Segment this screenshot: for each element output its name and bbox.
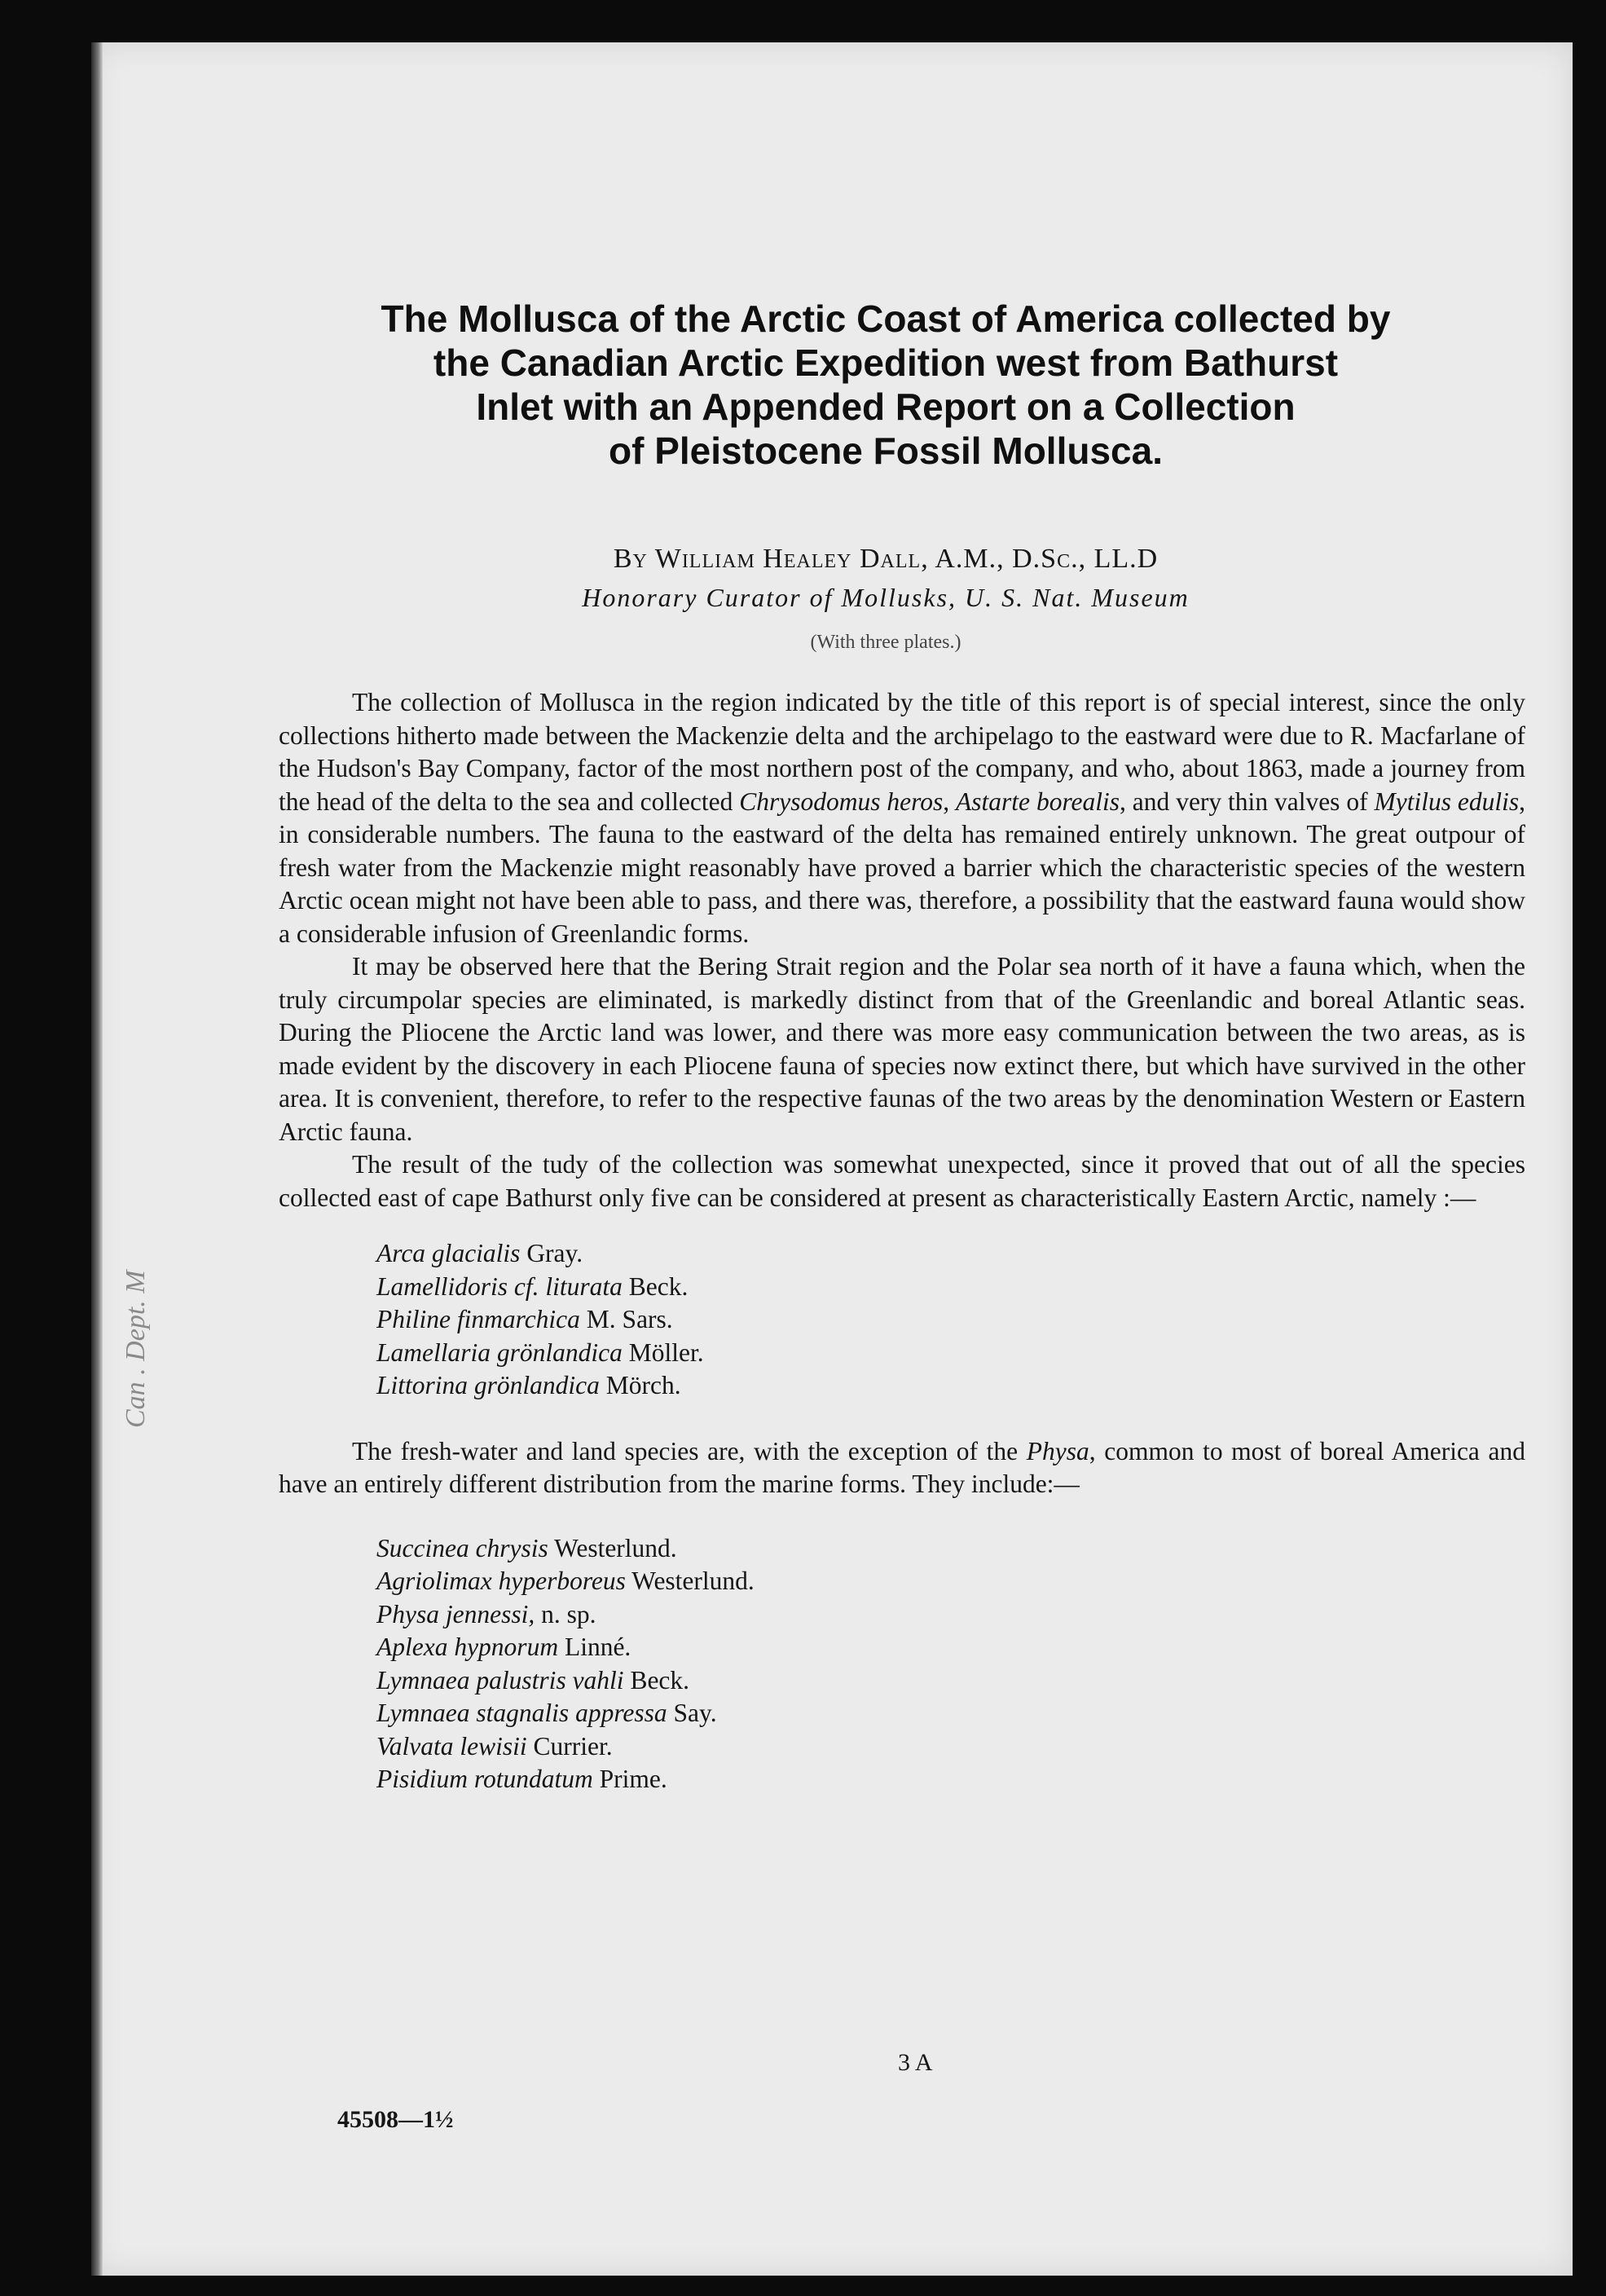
species-author: Prime. [599,1765,667,1793]
species-author: Linné. [564,1633,631,1661]
document-page [91,42,1573,2276]
author-line: By William Healey Dall, A.M., D.Sc., LL.D [613,544,1159,574]
text-run: , [943,787,957,816]
list-item [376,1532,1525,1566]
list-item [376,1337,1525,1370]
species-name: Physa jennessi, [376,1599,535,1628]
species-name: Lamellaria grönlandica [376,1337,623,1367]
species-name: Chrysodomus heros [739,787,944,816]
species-name: Philine finmarchica [376,1305,580,1333]
species-name: Aplexa hypnorum [376,1633,559,1661]
list-item [376,1271,1525,1304]
species-author: Currier. [533,1731,613,1761]
freshwater-species-list [376,1532,1525,1796]
species-name: Valvata lewisii [376,1731,527,1761]
list-item [376,1697,1525,1730]
title-line: the Canadian Arctic Expedition west from Bathurst [433,342,1339,384]
text-run: The collection of Mollusca in the region indicated by the title of this report is of special interest, since the only collections hitherto made between the Mackenzie delta and the archipelago to the eastward were due to R. Macfarlane of the Hudson's Bay Company, factor of the most northern post of the company, and who, about 1863, made a journey from the head of the delta to the sea and collected [279,688,1525,816]
paragraph-4 [279,1435,1525,1501]
species-name: Lymnaea stagnalis appressa [376,1699,667,1727]
species-author: Beck. [628,1271,689,1301]
species-name: Pisidium rotundatum [376,1765,593,1793]
text-run: , and very thin valves of [1120,787,1375,816]
species-name: Lamellidoris cf. liturata [376,1271,623,1301]
list-item [376,1631,1525,1664]
article-body [279,686,1525,1796]
species-author: Mörch. [605,1371,681,1399]
title-line: of Pleistocene Fossil Mollusca. [609,430,1163,472]
species-author: Gray. [526,1239,583,1267]
footer-code: 45508—1½ [337,2106,454,2133]
paragraph-2: It may be observed here that the Bering Strait region and the Polar sea north of it have a fauna which, when the truly circumpolar species are eliminated, is markedly distinct from that of the Greenlandic and boreal Atlantic seas. During the Pliocene the Arctic land was lower, and there was more easy communication between the two areas, as is made evident by the discovery in each Pliocene fauna of species now extinct there, but which have survived in the other area. It is convenient, therefore, to refer to the respective faunas of the two areas by the denomination Western or Eastern Arctic fauna. [279,952,1525,1146]
species-name: Arca glacialis [376,1239,521,1267]
text-run: , in considerable numbers. The fauna to the eastward of the delta has remained entirely unknown. The great outpour of fresh water from the Mackenzie might reasonably have proved a barrier which the characteristic species of the western Arctic ocean might not have been able to pass, and there was, therefore, a possibility that the eastward fauna would show a considerable infusion of Greenlandic forms. [279,787,1525,948]
page-number: 3 A [898,2049,933,2076]
eastern-species-list [376,1237,1525,1403]
species-name: Mytilus edulis [1374,787,1520,816]
paragraph-1 [279,686,1525,950]
paragraph-3: The result of the tudy of the collection was somewhat unexpected, since it proved that out of all the species collected east of cape Bathurst only five can be considered at present as characteristically Eastern Arctic, namely :— [279,1150,1525,1212]
margin-annotation: Can . Dept. M [121,1270,151,1428]
list-item [376,1664,1525,1698]
list-item [376,1598,1525,1632]
species-author: Say. [673,1699,717,1727]
species-author: Westerlund. [631,1567,755,1595]
page-binding-edge [91,42,103,2276]
text-run: The fresh-water and land species are, with the exception of the [352,1436,1027,1465]
species-author: M. Sars. [586,1305,673,1333]
species-name: Succinea chrysis [376,1533,548,1562]
plates-note: (With three plates.) [810,632,961,653]
title-line: Inlet with an Appended Report on a Collection [476,386,1296,428]
species-name: Astarte borealis [956,787,1120,816]
list-item [376,1369,1525,1403]
article-title [266,297,1505,473]
species-author: n. sp. [541,1599,596,1628]
species-name: Littorina grönlandica [376,1371,600,1399]
species-name: Agriolimax hyperboreus [376,1567,626,1595]
species-author: Westerlund. [554,1533,677,1562]
species-author: Möller. [628,1337,704,1367]
list-item [376,1565,1525,1598]
text-run: , common to most of boreal America and have an entirely different distribution from the marine forms. They include:— [279,1436,1525,1498]
list-item [376,1303,1525,1337]
list-item [376,1237,1525,1271]
author-affiliation: Honorary Curator of Mollusks, U. S. Nat. Museum [582,583,1190,612]
species-author: Beck. [630,1665,690,1694]
list-item [376,1730,1525,1764]
title-line: The Mollusca of the Arctic Coast of America collected by [381,297,1391,340]
species-name: Physa [1026,1436,1089,1465]
list-item [376,1763,1525,1796]
species-name: Lymnaea palustris vahli [376,1665,624,1694]
